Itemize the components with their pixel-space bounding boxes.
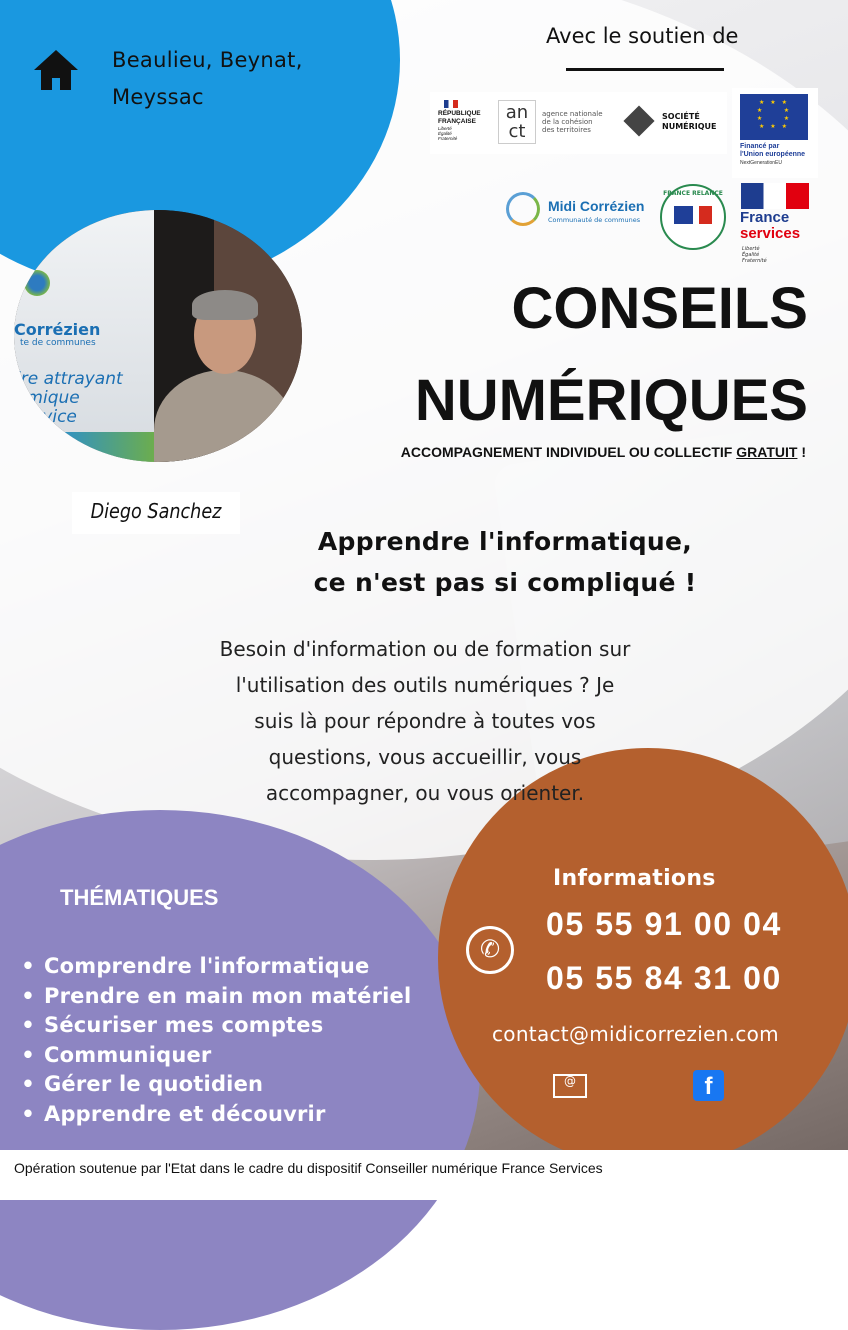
subtitle-free-emphasis: GRATUIT — [736, 444, 798, 460]
list-item — [20, 952, 470, 982]
mail-icon[interactable] — [553, 1074, 587, 1098]
email-link[interactable]: contact@midicorrezien.com — [492, 1022, 779, 1046]
photo-banner-slogan-1: ire attrayant — [16, 369, 123, 389]
france-relance-flags-icon — [674, 206, 712, 224]
anct-logo-mark — [498, 100, 536, 144]
location-line-1: Beaulieu, Beynat, — [112, 48, 303, 72]
anct-text-3: des territoires — [542, 126, 591, 134]
eu-line-3: NextGenerationEU — [740, 160, 782, 166]
midi-correzien-subtitle: Communauté de communes — [548, 216, 641, 224]
bullet-icon: • — [21, 1013, 35, 1037]
photo-banner-slogan — [16, 370, 123, 427]
rf-motto-1: Liberté — [438, 126, 452, 131]
republique-francaise-logo — [438, 100, 490, 141]
phone-number-1[interactable]: 05 55 91 00 04 — [546, 906, 782, 942]
france-relance-text: FRANCE RELANCE — [663, 190, 723, 197]
description-line: suis là pour répondre à toutes vos — [254, 709, 596, 733]
catchphrase-line-2: ce n'est pas si compliqué ! — [313, 568, 697, 597]
rf-line-2: FRANÇAISE — [438, 118, 476, 125]
france-services-line-1: France — [740, 209, 790, 226]
list-item — [20, 1041, 470, 1071]
photo-banner-image — [54, 432, 154, 462]
bullet-icon: • — [21, 983, 35, 1008]
list-item-label: Prendre en main mon matériel — [44, 983, 412, 1008]
list-item — [20, 982, 470, 1012]
subtitle-text: ACCOMPAGNEMENT INDIVIDUEL OU COLLECTIF — [400, 444, 737, 460]
subtitle-end: ! — [797, 444, 806, 460]
rf-line-1: RÉPUBLIQUE — [438, 110, 481, 117]
midi-correzien-icon — [506, 192, 540, 226]
list-item-label: Communiquer — [44, 1042, 212, 1067]
list-item — [20, 1011, 470, 1041]
phone-glyph-icon: ✆ — [479, 935, 501, 963]
bullet-icon: • — [21, 1042, 35, 1067]
home-icon — [32, 48, 80, 92]
eu-line-1: Financé par — [740, 143, 780, 150]
eu-line-2: l'Union européenne — [740, 151, 806, 158]
list-item-label: Sécuriser mes comptes — [44, 1013, 324, 1037]
description-line: Besoin d'information ou de formation sur — [219, 637, 631, 661]
fs-motto-3: Fraternité — [742, 258, 767, 264]
photo-banner-logo-icon — [24, 270, 50, 296]
thematiques-list — [20, 952, 470, 1129]
informations-title: Informations — [553, 866, 716, 891]
location-line-2: Meyssac — [112, 85, 204, 109]
fs-motto-2: Égalité — [742, 252, 760, 258]
bullet-icon: • — [21, 1072, 35, 1096]
description-line: l'utilisation des outils numériques ? Je — [235, 673, 615, 697]
photo-banner-line-1: Corrézien — [14, 320, 101, 339]
description-line: accompagner, ou vous orienter. — [265, 781, 585, 805]
page-subtitle — [290, 444, 806, 460]
footer-text: Opération soutenue par l'Etat dans le cadre du dispositif Conseiller numérique France Services — [14, 1160, 603, 1176]
eu-logo-text — [740, 143, 814, 167]
catchphrase-line-1: Apprendre l'informatique, — [317, 527, 693, 556]
list-item — [20, 1100, 470, 1130]
rf-motto-3: Fraternité — [438, 136, 458, 141]
photo-banner-slogan-2: amique — [16, 388, 80, 408]
thematiques-title: THÉMATIQUES — [60, 885, 219, 910]
list-item-label: Comprendre l'informatique — [44, 954, 370, 978]
bullet-icon: • — [21, 954, 35, 978]
facebook-glyph[interactable]: f — [704, 1073, 713, 1100]
page-title-line-2: NUMÉRIQUES — [414, 368, 808, 433]
bullet-icon: • — [21, 1101, 35, 1126]
photo-banner-line-2: te de communes — [20, 338, 96, 348]
description-line: questions, vous accueillir, vous — [268, 745, 582, 769]
france-services-motto — [742, 246, 782, 264]
support-divider — [566, 68, 724, 71]
photo-person-hair — [192, 290, 258, 320]
france-services-flag-icon — [741, 183, 809, 209]
rf-motto-2: Égalité — [438, 131, 452, 136]
anct-mark-bottom: ct — [508, 121, 526, 142]
photo-banner-slogan-3: service — [16, 407, 77, 427]
societe-numerique-logo — [662, 112, 732, 132]
list-item-label: Apprendre et découvrir — [44, 1101, 326, 1126]
list-item-label: Gérer le quotidien — [44, 1072, 264, 1096]
france-services-line-2: services — [740, 225, 801, 242]
midi-correzien-title: Midi Corrézien — [548, 198, 645, 214]
anct-logo-text — [542, 110, 626, 134]
support-title: Avec le soutien de — [546, 24, 739, 48]
location-text — [112, 42, 342, 116]
advisor-photo — [14, 210, 302, 462]
sn-line-1: SOCIÉTÉ — [662, 112, 700, 121]
page-title-line-1: CONSEILS — [511, 276, 808, 341]
anct-mark-top: an — [505, 102, 529, 123]
anct-text-1: agence nationale — [542, 110, 603, 118]
phone-number-2[interactable]: 05 55 84 31 00 — [546, 960, 782, 996]
sn-line-2: NUMÉRIQUE — [662, 122, 717, 131]
advisor-name: Diego Sanchez — [90, 499, 222, 523]
list-item — [20, 1070, 470, 1100]
description — [160, 631, 690, 811]
anct-text-2: de la cohésion — [542, 118, 593, 126]
eu-stars-icon: ★ ★ ★ ★ ★ ★ ★ ★ ★ ★ — [756, 99, 792, 130]
marianne-flag-icon — [444, 100, 458, 108]
fs-motto-1: Liberté — [742, 246, 760, 252]
